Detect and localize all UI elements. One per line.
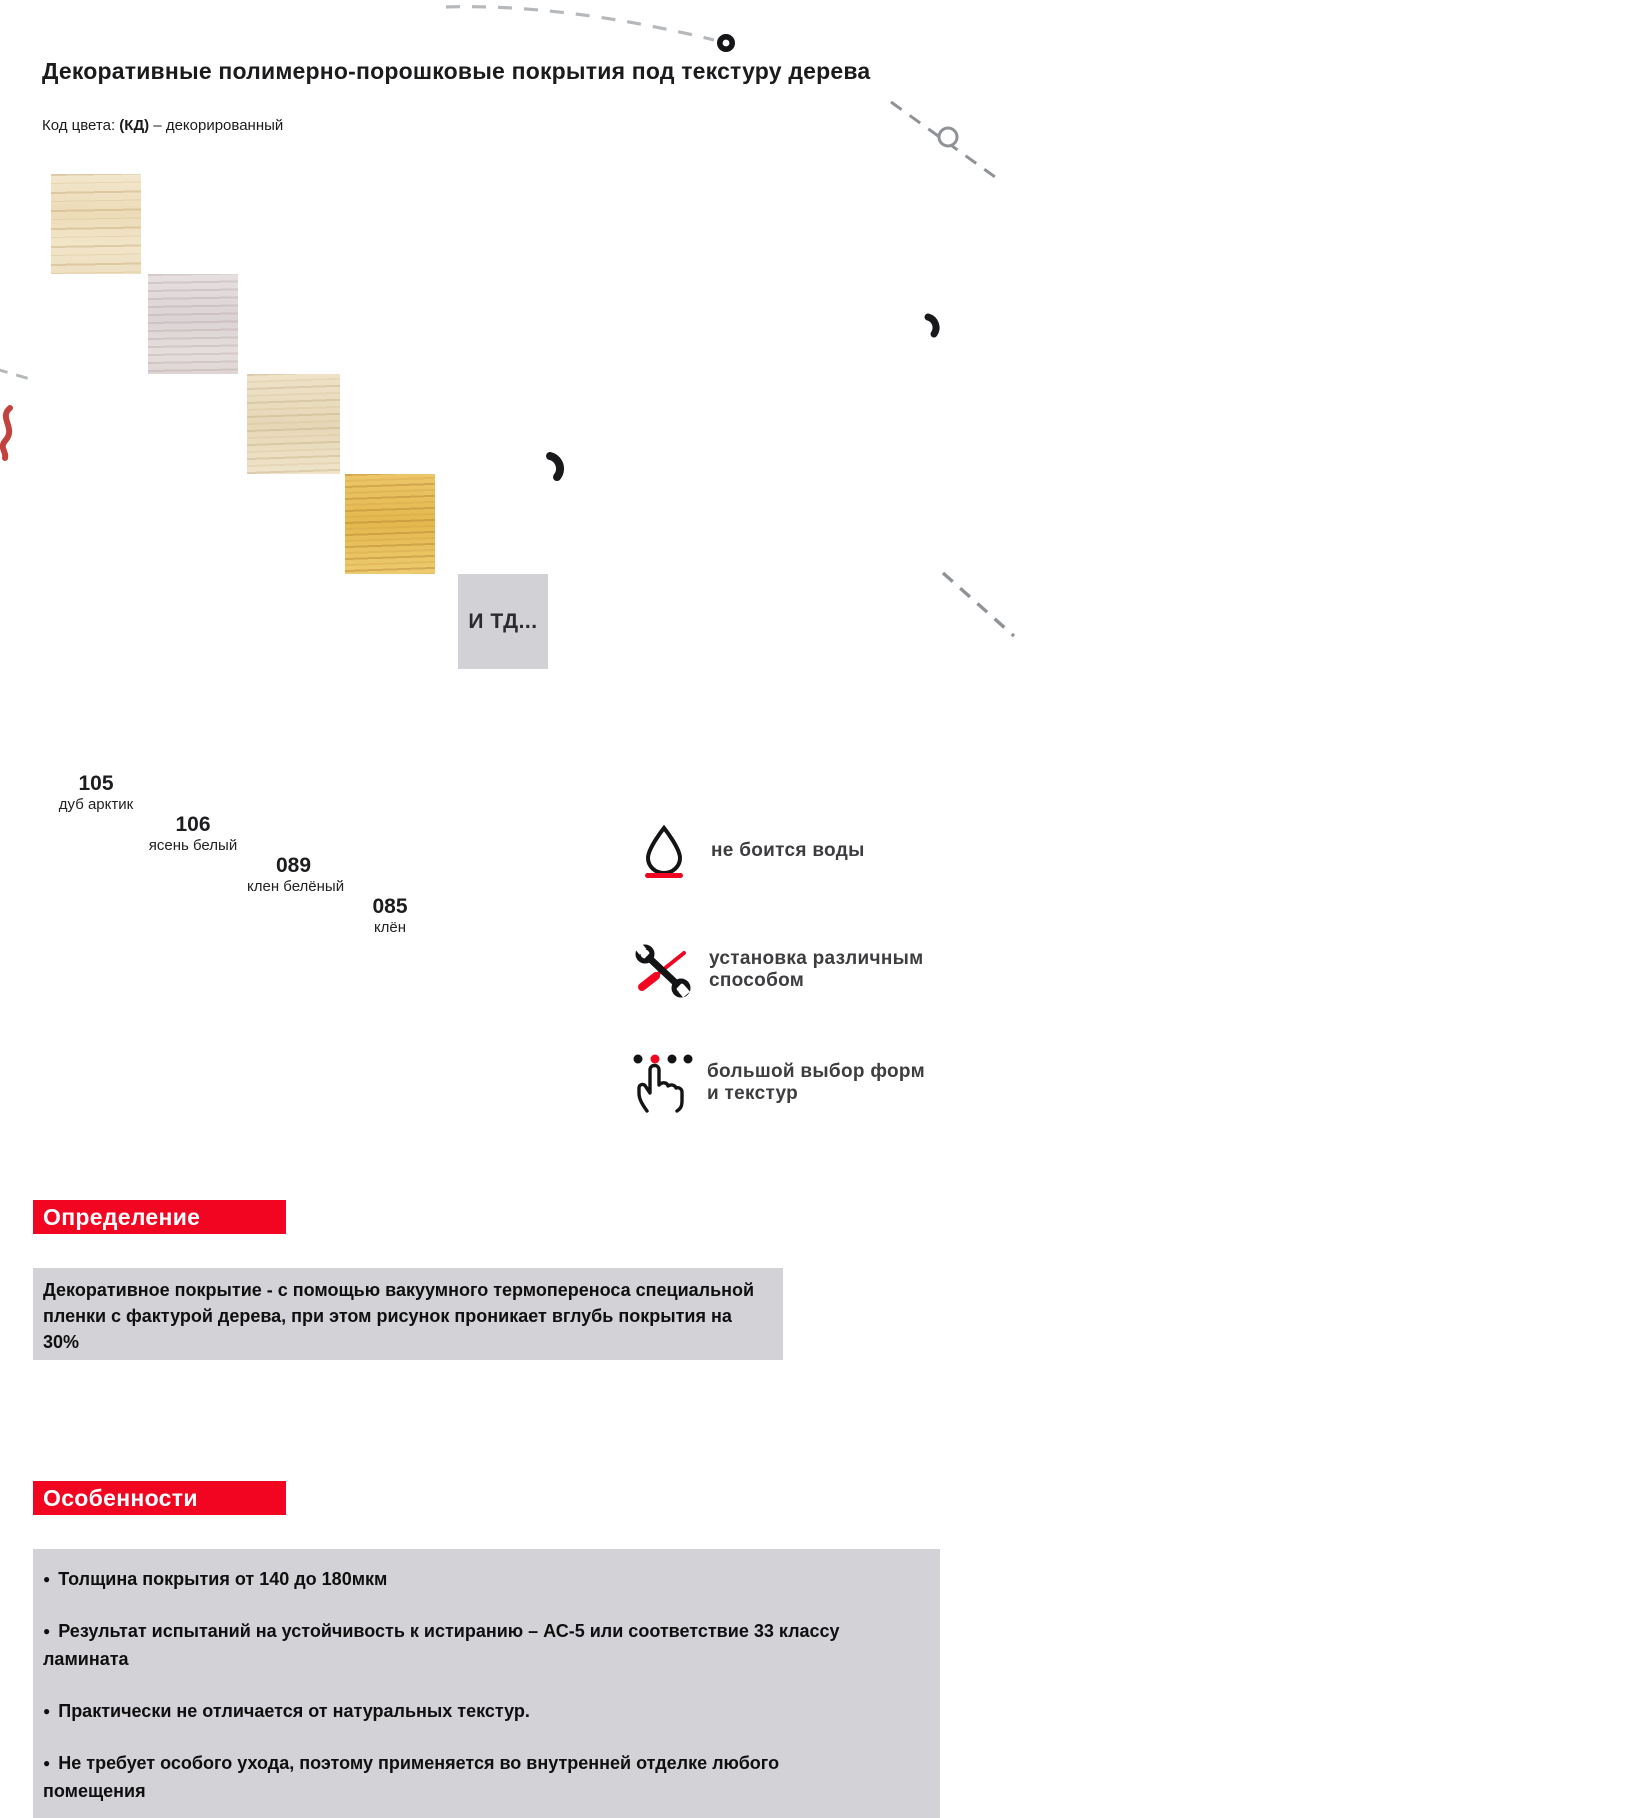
- swatch-name: клён: [373, 919, 407, 936]
- swatch-106-ash-white: [148, 274, 238, 374]
- benefit-choice: [629, 1050, 1629, 1116]
- benefit-label: установка различным способом: [709, 948, 924, 991]
- swatch-code: 106: [175, 813, 211, 836]
- swatch-105-oak-arctic: [51, 174, 141, 274]
- right-dashed-line: [891, 102, 1002, 182]
- definition-panel: Декоративное покрытие - с помощью вакуумного термопереноса специальной пленки с фактурой дерева, при этом рисунок проникает вглубь покрытия на 30%: [33, 1268, 783, 1360]
- red-squiggle: [3, 408, 10, 458]
- swatch-name: дуб арктик: [58, 796, 134, 813]
- feature-item: ● Результат испытаний на устойчивость к истиранию – АС-5 или соответствие 33 классу ламината: [43, 1617, 928, 1673]
- definition-heading: Определение: [33, 1200, 286, 1234]
- swatch-label: [51, 773, 141, 814]
- water-drop-icon: [633, 823, 695, 879]
- swatch-code: 085: [372, 895, 408, 918]
- bottom-right-dashed-line: [943, 573, 1014, 636]
- page-title: Декоративные полимерно-порошковые покрытия под текстуру дерева: [42, 58, 871, 84]
- swatch-code: 105: [78, 772, 114, 795]
- benefit-installation: [631, 943, 1631, 997]
- benefit-label: не боится воды: [711, 840, 865, 861]
- swatch-085-maple: [345, 474, 435, 574]
- color-code-suffix: – декорированный: [153, 117, 284, 134]
- feature-item: ● Не требует особого ухода, поэтому применяется во внутренней отделке любого помещения: [43, 1749, 793, 1805]
- color-code-prefix: Код цвета:: [42, 117, 116, 134]
- benefit-label: большой выбор форм и текстур: [707, 1061, 925, 1104]
- features-heading: Особенности: [33, 1481, 286, 1515]
- swatch-089-maple-bleached: [247, 374, 340, 474]
- swatch-label: [345, 896, 435, 937]
- etc-box: И ТД...: [458, 574, 548, 669]
- swatch-label: [148, 814, 238, 855]
- crescent-small: [928, 317, 936, 334]
- features-panel: [33, 1549, 940, 1818]
- top-dashed-curve: [446, 7, 714, 40]
- feature-item: ● Практически не отличается от натуральных текстур.: [43, 1697, 928, 1725]
- tools-icon: [631, 945, 693, 995]
- swatch-name: клен белёный: [247, 878, 345, 895]
- swatch-name: ясень белый: [148, 837, 238, 854]
- crescent-large: [550, 456, 560, 477]
- swatch-code: 089: [275, 854, 312, 877]
- color-code-value: (КД): [119, 117, 150, 134]
- donut-dot: [720, 37, 732, 49]
- benefit-water: [633, 821, 1633, 881]
- hand-choice-icon: [629, 1051, 691, 1115]
- swatch-label: [247, 854, 345, 896]
- left-dashed-line: [0, 369, 30, 379]
- color-code-line: [42, 117, 1042, 134]
- feature-item: ● Толщина покрытия от 140 до 180мкм: [43, 1565, 928, 1593]
